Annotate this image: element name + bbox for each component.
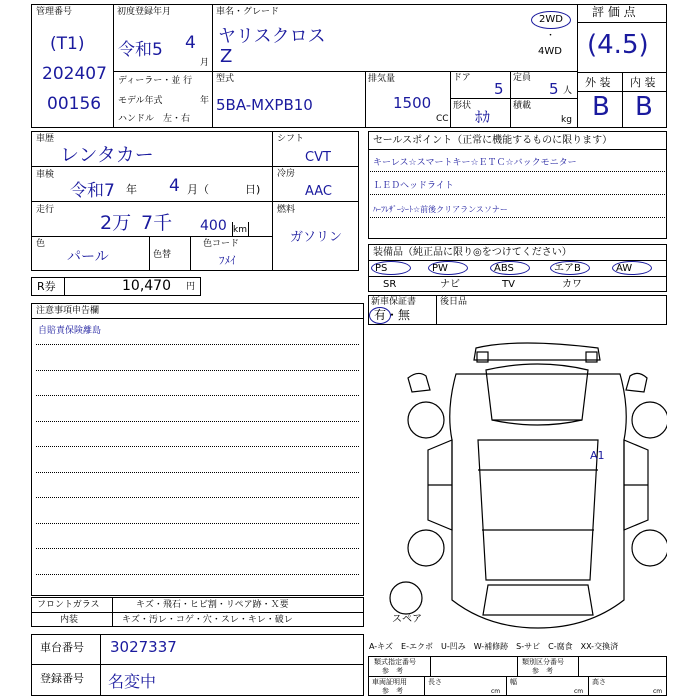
cap-label: 定員 bbox=[513, 73, 532, 83]
disp-value: 1500 bbox=[393, 94, 432, 112]
ac-value: AAC bbox=[305, 184, 332, 199]
inspect-era: 令和7 bbox=[70, 181, 115, 201]
history-label: 車歴 bbox=[36, 134, 55, 144]
note-rule bbox=[36, 421, 359, 422]
first-reg-month: 4 bbox=[185, 33, 196, 53]
reg-value: 名変中 bbox=[108, 672, 157, 691]
load-label: 積載 bbox=[513, 101, 532, 111]
int-label: 内 装 bbox=[630, 76, 656, 89]
footer-f2b: 参 考 bbox=[532, 667, 553, 675]
r-label: R券 bbox=[37, 280, 56, 293]
note-rule bbox=[36, 574, 359, 575]
first-reg-month-unit: 月 bbox=[200, 58, 210, 68]
sales-label: セールスポイント（正常に機能するものに限ります） bbox=[373, 135, 613, 146]
equipment-item: AW bbox=[616, 263, 633, 274]
glass-label: フロントガラス bbox=[37, 600, 100, 610]
footer-f3b: 参 考 bbox=[382, 687, 403, 695]
interior-value: キズ・汚レ・コゲ・穴・スレ・キレ・破レ bbox=[122, 615, 293, 625]
door-label: ドア bbox=[453, 73, 471, 83]
footer-f4: 長さ bbox=[428, 678, 442, 686]
sales-point-2: ＬＥＤヘッドライト bbox=[373, 181, 454, 191]
note-rule bbox=[36, 523, 359, 524]
after-label: 後日品 bbox=[440, 297, 468, 307]
footer-f3: 車両証明用 bbox=[372, 678, 407, 686]
r-value: 10,470 bbox=[122, 278, 171, 294]
footer-cm3: cm bbox=[653, 688, 663, 695]
grade: Z bbox=[220, 46, 233, 67]
mgmt-num2: 00156 bbox=[47, 94, 102, 114]
shape-value: ﾎｶ bbox=[475, 108, 491, 126]
ext-grade: B bbox=[592, 92, 610, 122]
model-year-label: モデル年式 bbox=[118, 96, 163, 106]
equipment-item: PS bbox=[375, 263, 388, 274]
dealer-label: ディーラー・並 行 bbox=[118, 76, 193, 86]
a1-mark-label: A1 bbox=[590, 449, 605, 462]
equipment-item: SR bbox=[383, 279, 397, 290]
equipment-item: TV bbox=[502, 279, 515, 290]
equipment-item: カワ bbox=[562, 279, 582, 290]
footer-f1b: 参 考 bbox=[382, 667, 403, 675]
first-reg-era: 令和5 bbox=[118, 40, 163, 60]
first-reg-label: 初度登録年月 bbox=[117, 7, 172, 17]
r-ticket-frame bbox=[31, 277, 201, 296]
footer-cm2: cm bbox=[574, 688, 584, 695]
car-diagram bbox=[368, 330, 667, 635]
mileage-label: 走行 bbox=[36, 205, 55, 215]
mgmt-t: (T1) bbox=[50, 34, 85, 54]
note-rule bbox=[36, 548, 359, 549]
door-value: 5 bbox=[494, 80, 504, 98]
type-value: 5BA-MXPB10 bbox=[216, 96, 313, 114]
sales-point-3: ﾊｰﾌﾚｻﾞｰｼｰﾄ☆前後クリアランスソナー bbox=[373, 205, 508, 214]
color-code: ﾌﾒｲ bbox=[219, 254, 236, 267]
mgmt-num1: 202407 bbox=[42, 64, 107, 84]
chassis-label: 車台番号 bbox=[40, 641, 84, 654]
note-rule bbox=[36, 395, 359, 396]
disp-unit: CC bbox=[436, 114, 449, 124]
shape-label: 形状 bbox=[453, 101, 472, 111]
shift-value: CVT bbox=[305, 150, 331, 165]
footer-f1: 類式指定番号 bbox=[374, 658, 416, 666]
type-label: 型式 bbox=[216, 74, 235, 84]
footer-f2: 類別区分番号 bbox=[522, 658, 564, 666]
equipment-item: PW bbox=[432, 263, 448, 274]
ext-label: 外 装 bbox=[585, 76, 611, 89]
eval-label: 評 価 点 bbox=[592, 5, 636, 19]
mileage-sen: 7千 bbox=[141, 212, 173, 234]
note-rule bbox=[36, 344, 359, 345]
equipment-item: ABS bbox=[494, 263, 514, 274]
r-unit: 円 bbox=[186, 282, 196, 292]
color-code-label: 色コード bbox=[203, 239, 240, 249]
mileage-unit: km bbox=[233, 225, 247, 235]
top-section-frame bbox=[31, 4, 667, 128]
fuel-value: ガソリン bbox=[290, 230, 343, 245]
damage-legend: A-キズ E-エクボ U-凹み W-補修跡 S-サビ C-腐食 XX-交換済 bbox=[369, 642, 619, 651]
drive-4wd: 4WD bbox=[538, 46, 562, 57]
inspect-month: 4 bbox=[169, 176, 180, 196]
inspect-nen: 年 bbox=[126, 183, 137, 196]
cap-unit: 人 bbox=[563, 86, 573, 96]
color-value: パール bbox=[67, 249, 109, 265]
model-year-unit: 年 bbox=[200, 96, 210, 106]
notes-label: 注意事項申告欄 bbox=[36, 306, 100, 316]
int-grade: B bbox=[635, 92, 653, 122]
sales-point-1: キーレス☆スマートキー☆ＥＴＣ☆バックモニター bbox=[373, 158, 577, 168]
note-rule bbox=[36, 497, 359, 498]
recolor-label: 色替 bbox=[153, 250, 172, 260]
notes-line-1: 自賠責保険離島 bbox=[38, 326, 102, 336]
footer-cm1: cm bbox=[491, 688, 501, 695]
interior-label: 内装 bbox=[60, 615, 79, 625]
warranty-label: 新車保証書 bbox=[371, 297, 417, 307]
equipment-item: ナビ bbox=[440, 279, 460, 290]
note-rule bbox=[36, 472, 359, 473]
footer-f5: 幅 bbox=[510, 678, 517, 686]
equipment-item: エアB bbox=[554, 263, 581, 274]
reg-label: 登録番号 bbox=[40, 672, 84, 685]
equipment-label: 装備品（純正品に限り◎をつけてください） bbox=[373, 247, 572, 258]
chassis-value: 3027337 bbox=[110, 638, 177, 656]
mileage-rest: 400 bbox=[200, 218, 227, 234]
drive-sep: ・ bbox=[546, 31, 556, 41]
note-rule bbox=[36, 446, 359, 447]
mileage-man: 2万 bbox=[100, 212, 132, 234]
inspect-month-unit: 月（ bbox=[187, 183, 209, 196]
ac-label: 冷房 bbox=[277, 169, 296, 179]
warranty-value: 有・無 bbox=[374, 308, 411, 322]
glass-value: キズ・飛石・ヒビ割・リペア跡・Ｘ要 bbox=[136, 600, 289, 610]
disp-label: 排気量 bbox=[368, 74, 396, 84]
cap-value: 5 bbox=[549, 80, 559, 98]
inspect-label: 車検 bbox=[36, 170, 55, 180]
fuel-label: 燃料 bbox=[277, 205, 296, 215]
notes-frame bbox=[31, 303, 364, 596]
load-unit: kg bbox=[561, 115, 572, 125]
mgmt-label: 管理番号 bbox=[36, 7, 73, 17]
handle-label: ハンドル 左・右 bbox=[118, 114, 191, 124]
spare-label: スペア bbox=[392, 614, 422, 625]
inspect-day-unit: 日) bbox=[245, 183, 261, 196]
color-label: 色 bbox=[36, 239, 46, 249]
note-rule bbox=[36, 370, 359, 371]
shift-label: シフト bbox=[277, 134, 305, 144]
drive-2wd: 2WD bbox=[539, 14, 563, 25]
footer-f6: 高さ bbox=[592, 678, 606, 686]
car-name: ヤリスクロス bbox=[218, 26, 326, 47]
history-value: レンタカー bbox=[60, 144, 154, 166]
car-name-label: 車名・グレード bbox=[216, 7, 280, 17]
eval-score: (4.5) bbox=[587, 30, 649, 60]
